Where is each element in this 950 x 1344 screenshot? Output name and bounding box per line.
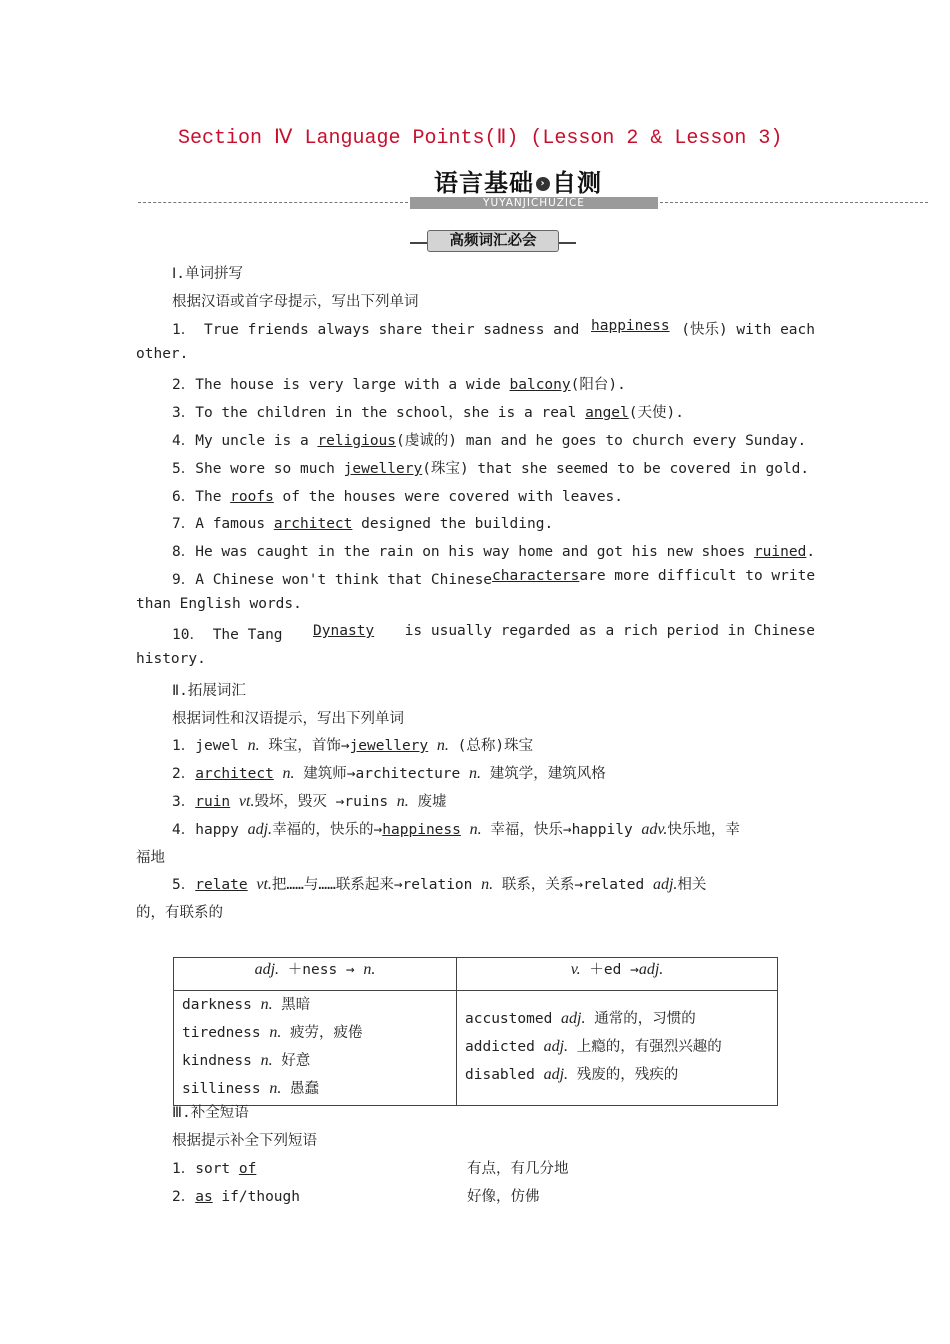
item-text: . xyxy=(806,544,816,560)
item-text: 8．He was caught in the rain on his way home and got his new shoes xyxy=(172,544,754,560)
item-text: (阳台). xyxy=(570,377,626,393)
answer: of xyxy=(238,1161,257,1177)
pos-tag: n. xyxy=(247,737,260,754)
table-cell-left xyxy=(174,991,457,1106)
part3-item-2 xyxy=(172,1185,300,1206)
item-text: 4．My uncle is a xyxy=(172,433,318,449)
banner-subtitle: YUYANJICHUZICE xyxy=(410,197,658,209)
item-text xyxy=(428,738,437,754)
part3-label: Ⅲ.补全短语 xyxy=(172,1105,249,1121)
item-text xyxy=(230,794,239,810)
item-text: 相关 xyxy=(677,877,707,893)
item-text: (总称)珠宝 xyxy=(448,738,534,754)
heading-rule-left xyxy=(410,242,427,244)
pos-tag: vt. xyxy=(256,876,272,893)
answer: roofs xyxy=(230,489,274,505)
item-text: 1． True friends always share their sadness and xyxy=(172,322,580,338)
pos-tag: adj. xyxy=(543,1038,569,1055)
item-text: 把……与……联系起来→relation xyxy=(271,877,482,893)
item-text: 5． xyxy=(172,877,196,893)
part1-item-8 xyxy=(172,540,815,561)
part1-item-7 xyxy=(172,512,553,533)
word: silliness xyxy=(182,1081,270,1097)
item-text: 联系，关系→related xyxy=(493,877,653,893)
banner-divider-right xyxy=(660,202,928,203)
meaning: 疲劳，疲倦 xyxy=(281,1025,363,1041)
word: addicted xyxy=(465,1039,544,1055)
banner-heading xyxy=(434,163,602,198)
table-row xyxy=(465,1005,777,1033)
part1-item-10 xyxy=(172,623,815,644)
table-header-left xyxy=(174,958,457,991)
item-text: is usually regarded as a rich period in Chinese xyxy=(404,623,815,639)
item-text: 幸福，快乐→happily xyxy=(481,822,642,838)
item-text: 建筑师→architecture xyxy=(294,766,469,782)
arrow-dot-icon: › xyxy=(536,177,550,191)
item-number: 1． xyxy=(172,1161,196,1177)
item-text: (虔诚的) man and he goes to church every Sunday. xyxy=(396,433,807,449)
answer: Dynasty xyxy=(313,623,375,639)
part1-item-9 xyxy=(172,568,815,589)
banner-heading-part-b: 自测 xyxy=(552,169,602,197)
rule-text: ＋ness → xyxy=(279,962,364,978)
answer: characters xyxy=(492,568,580,584)
word: darkness xyxy=(182,997,261,1013)
part3-item-2-meaning: 好像，仿佛 xyxy=(467,1189,540,1205)
pos-tag: adj. xyxy=(254,961,280,978)
item-number: 2． xyxy=(172,1189,196,1205)
item-text: 6．The xyxy=(172,489,231,505)
table-row xyxy=(182,1047,456,1075)
pos-tag: adj. xyxy=(652,876,678,893)
item-text xyxy=(461,822,470,838)
item-text: 幸福的，快乐的→ xyxy=(272,822,383,838)
part1-label: Ⅰ.单词拼写 xyxy=(172,266,244,282)
part2-instruction: 根据词性和汉语提示，写出下列单词 xyxy=(172,711,404,727)
item-text: designed the building. xyxy=(352,516,554,532)
pos-tag: n. xyxy=(269,1080,282,1097)
part2-item-5 xyxy=(172,873,706,894)
table-row xyxy=(182,1019,456,1047)
meaning: 愚蠢 xyxy=(281,1081,320,1097)
answer: happiness xyxy=(591,318,670,334)
word-formation-table xyxy=(173,957,778,1106)
pos-tag: n. xyxy=(260,1052,273,1069)
part1-item-1 xyxy=(172,318,815,339)
pos-tag: n. xyxy=(269,1024,282,1041)
answer: balcony xyxy=(509,377,571,393)
item-text: 7．A famous xyxy=(172,516,274,532)
answer: jewellery xyxy=(343,461,423,477)
banner-heading-part-a: 语言基础 xyxy=(434,169,534,197)
item-text: (珠宝) that she seemed to be covered in gold. xyxy=(422,461,810,477)
meaning: 上瘾的，有强烈兴趣的 xyxy=(568,1039,722,1055)
part2-label: Ⅱ.拓展词汇 xyxy=(172,683,246,699)
part2-item-2 xyxy=(172,762,606,783)
part1-item-6 xyxy=(172,485,623,506)
table-cell-right xyxy=(457,991,778,1106)
pos-tag: adv. xyxy=(641,821,668,838)
item-text: 毁坏，毁灭 →ruins xyxy=(254,794,397,810)
pos-tag: v. xyxy=(570,961,581,978)
banner-divider-left xyxy=(138,202,408,203)
item-text: 2． xyxy=(172,766,196,782)
item-text: 5．She wore so much xyxy=(172,461,344,477)
meaning: 好意 xyxy=(272,1053,311,1069)
pos-tag: n. xyxy=(260,996,273,1013)
item-text: 2．The house is very large with a wide xyxy=(172,377,510,393)
part1-instruction: 根据汉语或首字母提示，写出下列单词 xyxy=(172,294,419,310)
part1-item-3 xyxy=(172,401,684,422)
answer: ruin xyxy=(195,794,231,810)
pos-tag: n. xyxy=(282,765,295,782)
word: accustomed xyxy=(465,1011,562,1027)
answer: religious xyxy=(317,433,397,449)
pos-tag: n. xyxy=(469,821,482,838)
pos-tag: vt. xyxy=(238,793,255,810)
item-text: (快乐) with each xyxy=(681,322,815,338)
part2-item-5-cont: 的，有联系的 xyxy=(136,905,223,921)
word: disabled xyxy=(465,1067,544,1083)
answer: ruined xyxy=(753,544,807,560)
item-text: 9．A Chinese won't think that Chinese xyxy=(172,572,493,588)
part3-instruction: 根据提示补全下列短语 xyxy=(172,1133,317,1149)
answer: angel xyxy=(585,405,629,421)
item-text: if/though xyxy=(212,1189,301,1205)
pos-tag: n. xyxy=(363,961,376,978)
meaning: 残废的，残疾的 xyxy=(568,1067,679,1083)
table-row xyxy=(182,1075,456,1103)
part2-item-1 xyxy=(172,734,533,755)
item-text: of the houses were covered with leaves. xyxy=(273,489,624,505)
item-text: 1．jewel xyxy=(172,738,248,754)
item-text: 建筑学，建筑风格 xyxy=(481,766,606,782)
part3-item-1 xyxy=(172,1157,256,1178)
pos-tag: adj. xyxy=(247,821,273,838)
pos-tag: n. xyxy=(436,737,449,754)
heading-rule-right xyxy=(559,242,576,244)
table-row xyxy=(465,1061,777,1089)
answer: architect xyxy=(273,516,353,532)
rule-text: ＋ed → xyxy=(580,962,639,978)
item-text: 3．To the children in the school，she is a real xyxy=(172,405,586,421)
part2-item-4 xyxy=(172,818,740,839)
answer: jewellery xyxy=(349,738,429,754)
pos-tag: adj. xyxy=(543,1066,569,1083)
meaning: 通常的，习惯的 xyxy=(585,1011,696,1027)
item-text: 废墟 xyxy=(408,794,447,810)
part3-item-1-meaning: 有点，有几分地 xyxy=(467,1161,569,1177)
item-text: are more difficult to write xyxy=(579,568,816,584)
answer: relate xyxy=(195,877,248,893)
answer: happiness xyxy=(382,822,461,838)
part2-item-4-cont: 福地 xyxy=(136,850,165,866)
item-text: 快乐地，幸 xyxy=(667,822,740,838)
part2-item-3 xyxy=(172,790,447,811)
item-text: 4．happy xyxy=(172,822,248,838)
answer: as xyxy=(195,1189,213,1205)
pos-tag: n. xyxy=(481,876,494,893)
page-title: Section Ⅳ Language Points(Ⅱ) (Lesson 2 & Lesson 3) xyxy=(178,127,783,150)
part1-item-9-cont: than English words. xyxy=(136,596,302,612)
part1-item-5 xyxy=(172,457,809,478)
item-text: (天使). xyxy=(628,405,684,421)
part1-item-2 xyxy=(172,373,626,394)
word: tiredness xyxy=(182,1025,270,1041)
part1-item-1-cont: other. xyxy=(136,346,189,362)
item-text: 珠宝，首饰→ xyxy=(259,738,350,754)
part1-item-4 xyxy=(172,429,806,450)
pos-tag: n. xyxy=(469,765,481,782)
word: kindness xyxy=(182,1053,261,1069)
part1-item-10-cont: history. xyxy=(136,651,206,667)
pos-tag: adj. xyxy=(638,961,664,978)
meaning: 黑暗 xyxy=(272,997,311,1013)
item-text: 10． The Tang xyxy=(172,627,283,643)
table-row xyxy=(182,991,456,1019)
section-heading-label: 高频词汇必会 xyxy=(427,230,559,252)
table-row xyxy=(465,1033,777,1061)
answer: architect xyxy=(195,766,274,782)
section-banner xyxy=(138,160,928,212)
pos-tag: n. xyxy=(396,793,409,810)
item-text: sort xyxy=(195,1161,239,1177)
item-text xyxy=(274,766,283,782)
item-text: 3． xyxy=(172,794,196,810)
table-header-right xyxy=(457,958,778,991)
pos-tag: adj. xyxy=(561,1010,586,1027)
